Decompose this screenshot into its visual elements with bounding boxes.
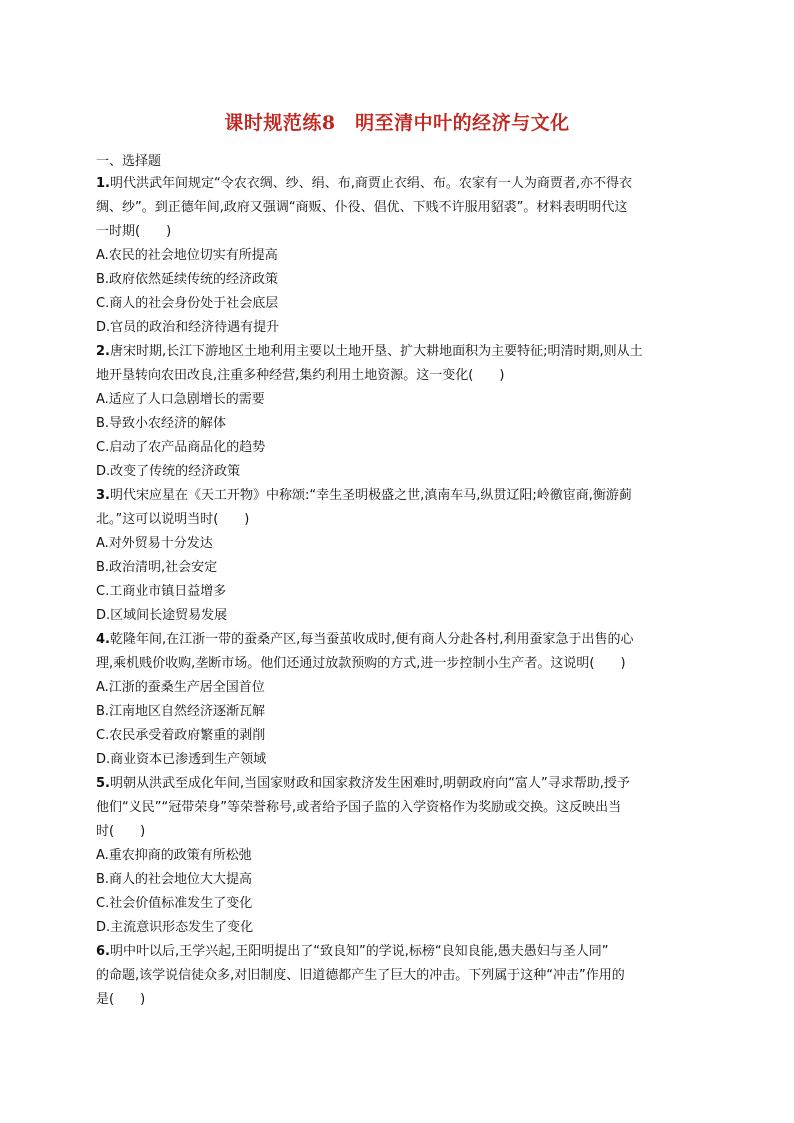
option-d: D.改变了传统的经济政策 <box>96 464 241 479</box>
stem-line: 是( ) <box>96 992 146 1007</box>
question-number: 6. <box>96 944 110 959</box>
question-2 <box>96 340 701 484</box>
option-b: B.政府依然延续传统的经济政策 <box>96 272 279 287</box>
stem-line: 明代宋应星在《天工开物》中称颂:“幸生圣明极盛之世,滇南车马,纵贯辽阳;岭徼宦商,衡游蓟 <box>109 488 632 503</box>
stem-line: 的命题,该学说信徒众多,对旧制度、旧道德都产生了巨大的冲击。下列属于这种“冲击”作用的 <box>96 968 625 983</box>
stem-line: 时( ) <box>96 824 146 839</box>
question-stem <box>96 172 701 196</box>
section-heading: 一、选择题 <box>96 154 162 169</box>
stem-line: 一时期( ) <box>96 224 172 239</box>
page-title: 课时规范练8 明至清中叶的经济与文化 <box>224 112 570 134</box>
question-stem <box>96 484 701 508</box>
option-a: A.对外贸易十分发达 <box>96 536 213 551</box>
option-c: C.社会价值标准发生了变化 <box>96 896 253 911</box>
option-d: D.区域间长途贸易发展 <box>96 608 228 623</box>
option-b: B.导致小农经济的解体 <box>96 416 227 431</box>
question-number: 2. <box>96 344 110 359</box>
option-c: C.启动了农产品商品化的趋势 <box>96 440 266 455</box>
question-stem <box>96 940 701 964</box>
question-number: 5. <box>96 776 110 791</box>
stem-line: 明中叶以后,王学兴起,王阳明提出了“致良知”的学说,标榜“良知良能,愚夫愚妇与圣人同” <box>109 944 609 959</box>
stem-line: 明朝从洪武至成化年间,当国家财政和国家救济发生困难时,明朝政府向“富人”寻求帮助,授予 <box>109 776 630 791</box>
question-6 <box>96 940 701 1012</box>
question-3 <box>96 484 701 628</box>
option-b: B.商人的社会地位大大提高 <box>96 872 253 887</box>
option-c: C.商人的社会身份处于社会底层 <box>96 296 279 311</box>
stem-line: 乾隆年间,在江浙一带的蚕桑产区,每当蚕茧收成时,便有商人分赴各村,利用蚕家急于出售的心 <box>109 632 634 647</box>
option-c: C.农民承受着政府繁重的剥削 <box>96 728 266 743</box>
option-c: C.工商业市镇日益增多 <box>96 584 227 599</box>
option-d: D.主流意识形态发生了变化 <box>96 920 254 935</box>
question-number: 3. <box>96 488 110 503</box>
option-b: B.政治清明,社会安定 <box>96 560 218 575</box>
option-b: B.江南地区自然经济逐渐瓦解 <box>96 704 266 719</box>
question-stem <box>96 340 701 364</box>
question-5 <box>96 772 701 940</box>
stem-line: 绸、纱”。到正德年间,政府又强调“商贩、仆役、倡优、下贱不许服用貂裘”。材料表明明代这 <box>96 200 628 215</box>
stem-line: 他们“义民”“冠带荣身”等荣誉称号,或者给予国子监的入学资格作为奖励或交换。这反映出当 <box>96 800 622 815</box>
option-d: D.官员的政治和经济待遇有提升 <box>96 320 280 335</box>
question-stem <box>96 628 701 652</box>
option-a: A.适应了人口急剧增长的需要 <box>96 392 265 407</box>
option-a: A.江浙的蚕桑生产居全国首位 <box>96 680 265 695</box>
option-a: A.重农抑商的政策有所松弛 <box>96 848 252 863</box>
stem-line: 唐宋时期,长江下游地区土地利用主要以土地开垦、扩大耕地面积为主要特征;明清时期,则从土 <box>109 344 643 359</box>
question-1 <box>96 172 701 340</box>
option-a: A.农民的社会地位切实有所提高 <box>96 248 278 263</box>
question-stem <box>96 772 701 796</box>
question-number: 4. <box>96 632 110 647</box>
stem-line: 理,乘机贱价收购,垄断市场。他们还通过放款预购的方式,进一步控制小生产者。这说明( ) <box>96 656 626 671</box>
stem-line: 北。”这可以说明当时( ) <box>96 512 250 527</box>
stem-line: 地开垦转向农田改良,注重多种经营,集约利用土地资源。这一变化( ) <box>96 368 505 383</box>
stem-line: 明代洪武年间规定“令农衣绸、纱、绢、布,商贾止衣绢、布。农家有一人为商贾者,亦不得衣 <box>109 176 632 191</box>
question-number: 1. <box>96 176 110 191</box>
option-d: D.商业资本已渗透到生产领域 <box>96 752 267 767</box>
question-4 <box>96 628 701 772</box>
